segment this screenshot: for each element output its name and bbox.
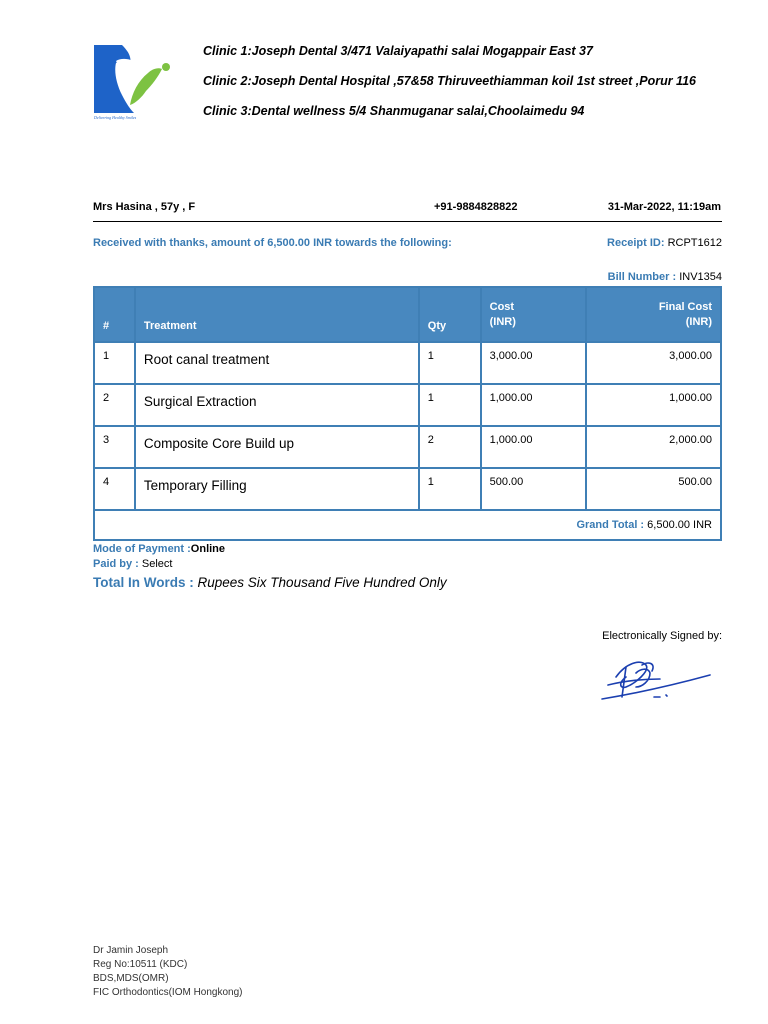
- row-num: 3: [94, 426, 135, 468]
- doctor-degrees: BDS,MDS(OMR): [93, 973, 169, 984]
- row-qty: 2: [419, 426, 481, 468]
- grand-total-row: [94, 510, 721, 540]
- table-row: [94, 468, 721, 510]
- paid-by: [93, 558, 172, 570]
- row-qty: 1: [419, 342, 481, 384]
- clinic-address-2: Clinic 2:Joseph Dental Hospital ,57&58 Thiruveethiamman koil 1st street ,Porur 116: [203, 74, 696, 88]
- doctor-name: Dr Jamin Joseph: [93, 945, 169, 956]
- receipt-id-value: RCPT1612: [667, 237, 722, 249]
- header-final-cost: [586, 287, 721, 342]
- paid-by-label: Paid by :: [93, 558, 139, 570]
- doctor-fellowship: FIC Orthodontics(IOM Hongkong): [93, 987, 243, 998]
- bill-number-value: INV1354: [679, 271, 722, 283]
- payment-mode-value: Online: [190, 543, 226, 555]
- row-final-cost: 2,000.00: [586, 426, 721, 468]
- row-cost: 1,000.00: [481, 384, 587, 426]
- clinic-address-1: Clinic 1:Joseph Dental 3/471 Valaiyapathi salai Mogappair East 37: [203, 44, 593, 58]
- bill-number: [608, 271, 722, 283]
- clinic-address-3: Clinic 3:Dental wellness 5/4 Shanmuganar salai,Choolaimedu 94: [203, 104, 585, 118]
- row-cost: 3,000.00: [481, 342, 587, 384]
- grand-total-value: 6,500.00 INR: [647, 519, 712, 531]
- treatment-table: [93, 286, 722, 541]
- row-cost: 500.00: [481, 468, 587, 510]
- table-row: [94, 342, 721, 384]
- table-row: [94, 426, 721, 468]
- row-treatment: Composite Core Build up: [135, 426, 419, 468]
- signature-image: [596, 653, 714, 709]
- logo-green-dot: [162, 63, 170, 71]
- row-num: 4: [94, 468, 135, 510]
- row-final-cost: 3,000.00: [586, 342, 721, 384]
- header-cost-line2: (INR): [489, 315, 516, 328]
- header-treatment: Treatment: [135, 287, 419, 342]
- grand-total-label: Grand Total :: [576, 519, 645, 531]
- total-in-words: [93, 575, 447, 590]
- paid-by-value: Select: [141, 558, 173, 570]
- bill-number-label: Bill Number :: [607, 271, 677, 283]
- header-cost-line1: Cost: [489, 300, 515, 313]
- doctor-reg-no: Reg No:10511 (KDC): [93, 959, 188, 970]
- total-in-words-value: Rupees Six Thousand Five Hundred Only: [197, 575, 447, 590]
- header-qty: Qty: [419, 287, 481, 342]
- logo-tagline: Delivering Healthy Smiles: [94, 115, 137, 120]
- row-treatment: Temporary Filling: [135, 468, 419, 510]
- clinic-logo: [92, 43, 172, 123]
- row-treatment: Root canal treatment: [135, 342, 419, 384]
- header-final-line2: (INR): [685, 315, 712, 328]
- table-row: [94, 384, 721, 426]
- row-num: 2: [94, 384, 135, 426]
- header-num: #: [94, 287, 135, 342]
- divider: [93, 221, 722, 222]
- header-cost: [481, 287, 587, 342]
- grand-total-cell: [94, 510, 721, 540]
- header-final-line1: Final Cost: [658, 300, 712, 313]
- row-cost: 1,000.00: [481, 426, 587, 468]
- row-final-cost: 500.00: [586, 468, 721, 510]
- table-header-row: [94, 287, 721, 342]
- row-num: 1: [94, 342, 135, 384]
- receipt-id-label: Receipt ID:: [607, 237, 665, 249]
- payment-mode: [93, 543, 225, 555]
- row-final-cost: 1,000.00: [586, 384, 721, 426]
- row-qty: 1: [419, 384, 481, 426]
- row-qty: 1: [419, 468, 481, 510]
- payment-mode-label: Mode of Payment :: [93, 543, 191, 555]
- total-in-words-label: Total In Words :: [93, 575, 194, 590]
- received-text: Received with thanks, amount of 6,500.00 INR towards the following:: [93, 237, 452, 249]
- receipt-datetime: 31-Mar-2022, 11:19am: [607, 201, 721, 213]
- patient-name: Mrs Hasina , 57y , F: [93, 201, 196, 213]
- receipt-id: [607, 237, 722, 249]
- signed-by-label: Electronically Signed by:: [602, 630, 722, 642]
- patient-phone: +91-9884828822: [434, 201, 518, 213]
- row-treatment: Surgical Extraction: [135, 384, 419, 426]
